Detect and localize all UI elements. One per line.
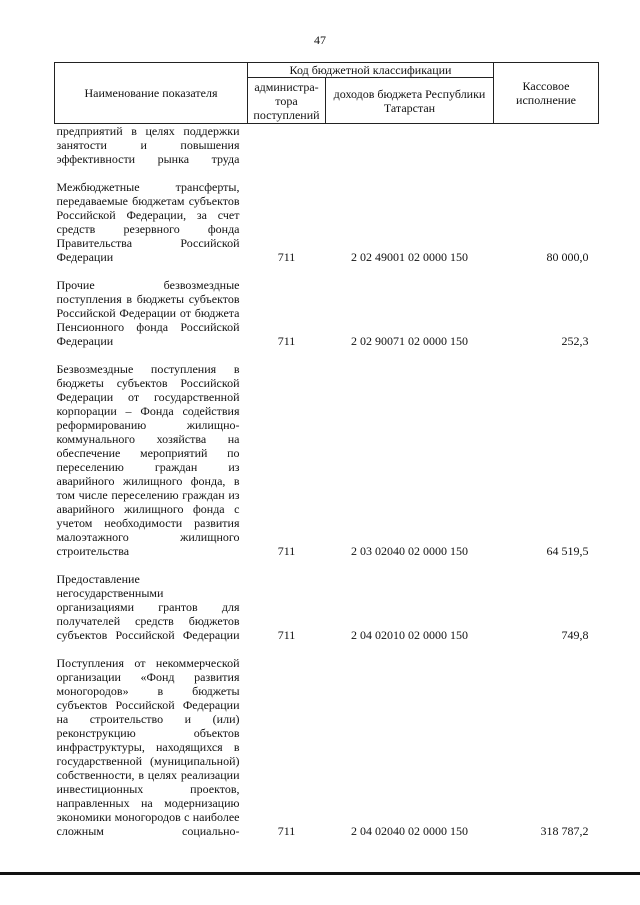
row-spacer <box>55 166 599 180</box>
row-spacer <box>55 642 599 656</box>
header-name: Наименование показателя <box>55 63 248 124</box>
revenue-table <box>54 62 599 838</box>
table-row <box>55 572 599 642</box>
header-execution: Кассовое исполнение <box>494 63 599 124</box>
table-row <box>55 656 599 838</box>
row-execution: 252,3 <box>561 334 589 348</box>
header-admin: администра-тора поступлений <box>248 78 326 124</box>
row-execution: 318 787,2 <box>540 824 589 838</box>
table-row <box>55 180 599 264</box>
row-name: Межбюджетные трансферты, передаваемые бюджетам субъектов Российской Федерации, за счет средств резервного фонда Правительства Российской Федерации <box>56 180 240 264</box>
table-row <box>55 362 599 558</box>
row-income-code: 2 02 90071 02 0000 150 <box>351 334 468 348</box>
row-income-code: 2 03 02040 02 0000 150 <box>351 544 468 558</box>
row-name: Прочие безвозмездные поступления в бюджеты субъектов Российской Федерации от бюджета Пенсионного фонда Российской Федерации <box>56 278 240 348</box>
table-body <box>55 124 599 839</box>
row-name: Безвозмездные поступления в бюджеты субъектов Российской Федерации от государственной корпорации – Фонда содействия реформированию жилищно-коммунального хозяйства на обеспечение мероприятий по переселению граждан из аварийного жилищного фонда, в том числе переселению граждан из аварийного жилищного фонда с учетом необходимости развития малоэтажного жилищного строительства <box>56 362 240 558</box>
row-admin-code: 711 <box>277 824 296 838</box>
row-admin-code: 711 <box>277 628 296 642</box>
row-income-code: 2 02 49001 02 0000 150 <box>351 250 468 264</box>
header-budget-code: Код бюджетной классификации <box>248 63 494 78</box>
table-row <box>55 278 599 348</box>
table-header <box>55 63 599 124</box>
row-execution: 64 519,5 <box>546 544 589 558</box>
header-income: доходов бюджета Республики Татарстан <box>326 78 494 124</box>
row-execution <box>494 124 599 167</box>
row-admin-code: 711 <box>277 334 296 348</box>
row-execution: 80 000,0 <box>546 250 589 264</box>
row-spacer <box>55 558 599 572</box>
row-admin-code: 711 <box>277 250 296 264</box>
table-row <box>55 124 599 167</box>
row-execution: 749,8 <box>561 628 589 642</box>
row-admin-code: 711 <box>277 544 296 558</box>
row-spacer <box>55 264 599 278</box>
row-income-code: 2 04 02040 02 0000 150 <box>351 824 468 838</box>
row-spacer <box>55 348 599 362</box>
row-income-code: 2 04 02010 02 0000 150 <box>351 628 468 642</box>
row-name: предприятий в целях поддержки занятости и повышения эффективности рынка труда <box>56 124 240 166</box>
page-number: 47 <box>314 33 326 47</box>
row-name: Поступления от некоммерческой организации «Фонд развития моногородов» в бюджеты субъектов Российской Федерации на строительство и (или) реконструкцию объектов инфраструктуры, находящихся в государственной (муниципальной) собственности, в целях реализации инвестиционных проектов, направленных на модернизацию экономики моногородов с наиболее сложным социально- <box>56 656 240 838</box>
row-name: Предоставление негосударственными организациями грантов для получателей средств бюджетов субъектов Российской Федерации <box>56 572 240 642</box>
page-bottom-bar <box>0 872 640 875</box>
row-income-code <box>326 124 494 167</box>
row-admin-code <box>248 124 326 167</box>
